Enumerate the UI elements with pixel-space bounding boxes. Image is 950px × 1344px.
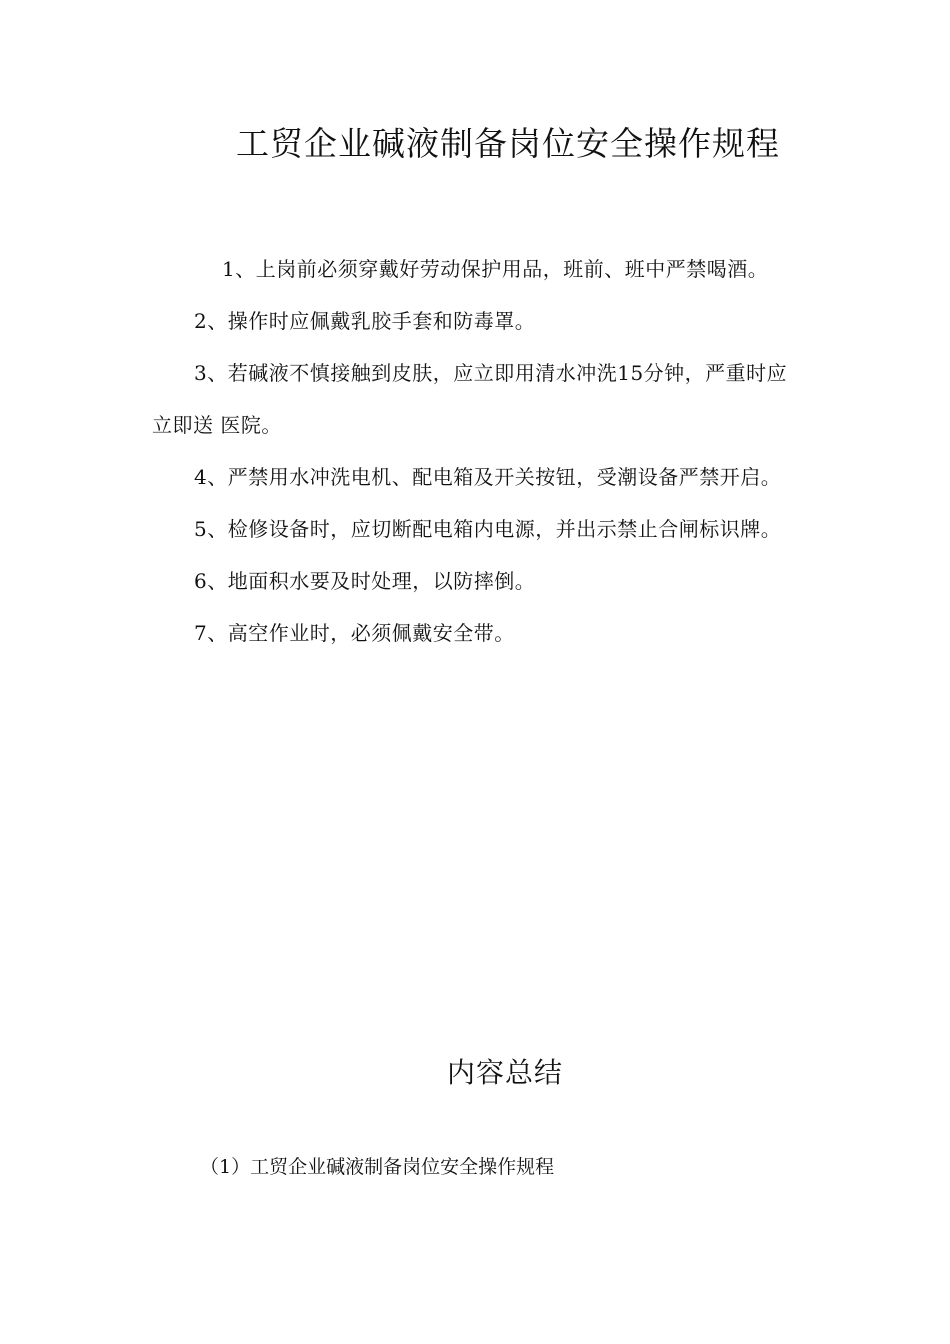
rule-item-2: 2、操作时应佩戴乳胶手套和防毒罩。 xyxy=(194,309,536,333)
summary-title: 内容总结 xyxy=(446,1056,563,1089)
document-title: 工贸企业碱液制备岗位安全操作规程 xyxy=(236,124,780,163)
rule-item-6: 6、地面积水要及时处理，以防摔倒。 xyxy=(194,569,536,593)
rule-item-1: 1、上岗前必须穿戴好劳动保护用品，班前、班中严禁喝酒。 xyxy=(222,257,769,281)
rule-item-5: 5、检修设备时，应切断配电箱内电源，并出示禁止合闸标识牌。 xyxy=(194,517,782,541)
summary-item-1: （1）工贸企业碱液制备岗位安全操作规程 xyxy=(200,1156,555,1178)
rule-item-7: 7、高空作业时，必须佩戴安全带。 xyxy=(194,621,515,645)
rules-list xyxy=(152,243,800,659)
rule-item-3: 3、若碱液不慎接触到皮肤，应立即用清水冲洗15分钟，严重时应立即送 医院。 xyxy=(152,361,788,437)
rule-item-4: 4、严禁用水冲洗电机、配电箱及开关按钮，受潮设备严禁开启。 xyxy=(194,465,782,489)
